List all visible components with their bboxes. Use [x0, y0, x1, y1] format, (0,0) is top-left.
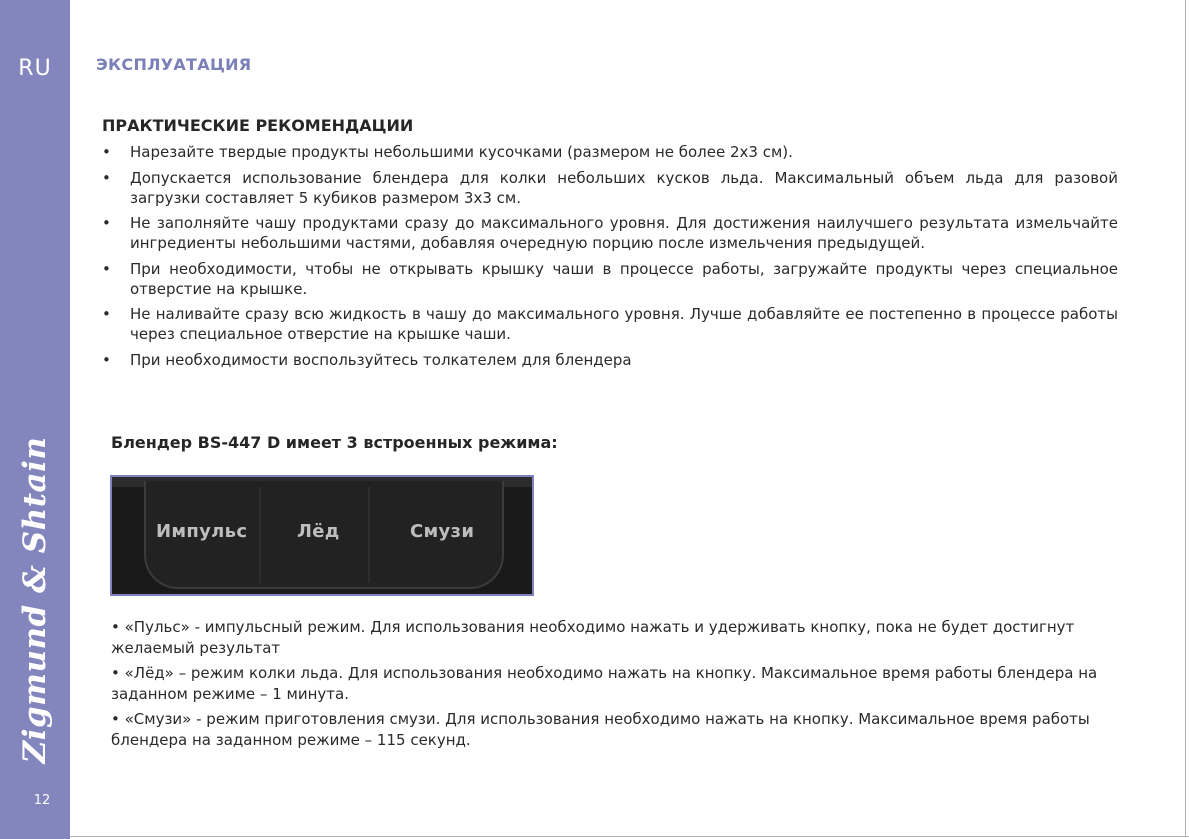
- page-number: 12: [33, 793, 51, 808]
- smoothie-mode-description: • «Смузи» - режим приготовления смузи. Для использования необходимо нажать на кнопку. Максимальное время работы блендера на заданном режиме – 115 секунд.: [111, 710, 1090, 749]
- tip-item: • Нарезайте твердые продукты небольшими кусочками (размером не более 2x3 см).: [100, 142, 1118, 162]
- panel-divider: [259, 487, 261, 583]
- page-border-right: [1185, 0, 1186, 836]
- brand-logo: Zigmund & Shtain: [17, 436, 53, 764]
- pulse-mode-description: • «Пульс» - импульсный режим. Для использования необходимо нажать и удерживать кнопку, пока не будет достигнут желаемый результат: [111, 618, 1075, 657]
- tips-list: [100, 142, 1118, 375]
- tip-item: • Допускается использование блендера для колки небольших кусков льда. Максимальный объем льда для разовой загрузки составляет 5 кубиков размером 3x3 см.: [100, 168, 1118, 208]
- page-border-bottom: [70, 836, 1189, 837]
- ice-mode-description: • «Лёд» – режим колки льда. Для использования необходимо нажать на кнопку. Максимальное время работы блендера на заданном режиме – 1 минута.: [111, 664, 1098, 703]
- pulse-mode-button: Импульс: [156, 521, 248, 542]
- smoothie-mode-button: Смузи: [410, 521, 475, 542]
- tip-item: • Не заполняйте чашу продуктами сразу до максимального уровня. Для достижения наилучшего результата измельчайте ингредиенты небольшими частями, добавляя очередную порцию после измельчения предыдущей.: [100, 213, 1118, 253]
- tips-heading: ПРАКТИЧЕСКИЕ РЕКОМЕНДАЦИИ: [102, 116, 414, 135]
- tip-item: • Не наливайте сразу всю жидкость в чашу до максимального уровня. Лучше добавляйте ее постепенно в процессе работы через специальное отверстие на крышке чаши.: [100, 304, 1118, 344]
- sidebar: [0, 0, 70, 839]
- ice-mode-button: Лёд: [297, 521, 340, 542]
- language-label: RU: [18, 56, 52, 81]
- tip-item: • При необходимости, чтобы не открывать крышку чаши в процессе работы, загружайте продукты через специальное отверстие на крышке.: [100, 259, 1118, 299]
- tip-item: • При необходимости воспользуйтесь толкателем для блендера: [100, 350, 1118, 370]
- modes-heading: Блендер BS-447 D имеет 3 встроенных режима:: [111, 433, 558, 452]
- section-title: ЭКСПЛУАТАЦИЯ: [96, 55, 252, 74]
- control-panel-image: [110, 475, 534, 596]
- panel-divider: [368, 487, 370, 583]
